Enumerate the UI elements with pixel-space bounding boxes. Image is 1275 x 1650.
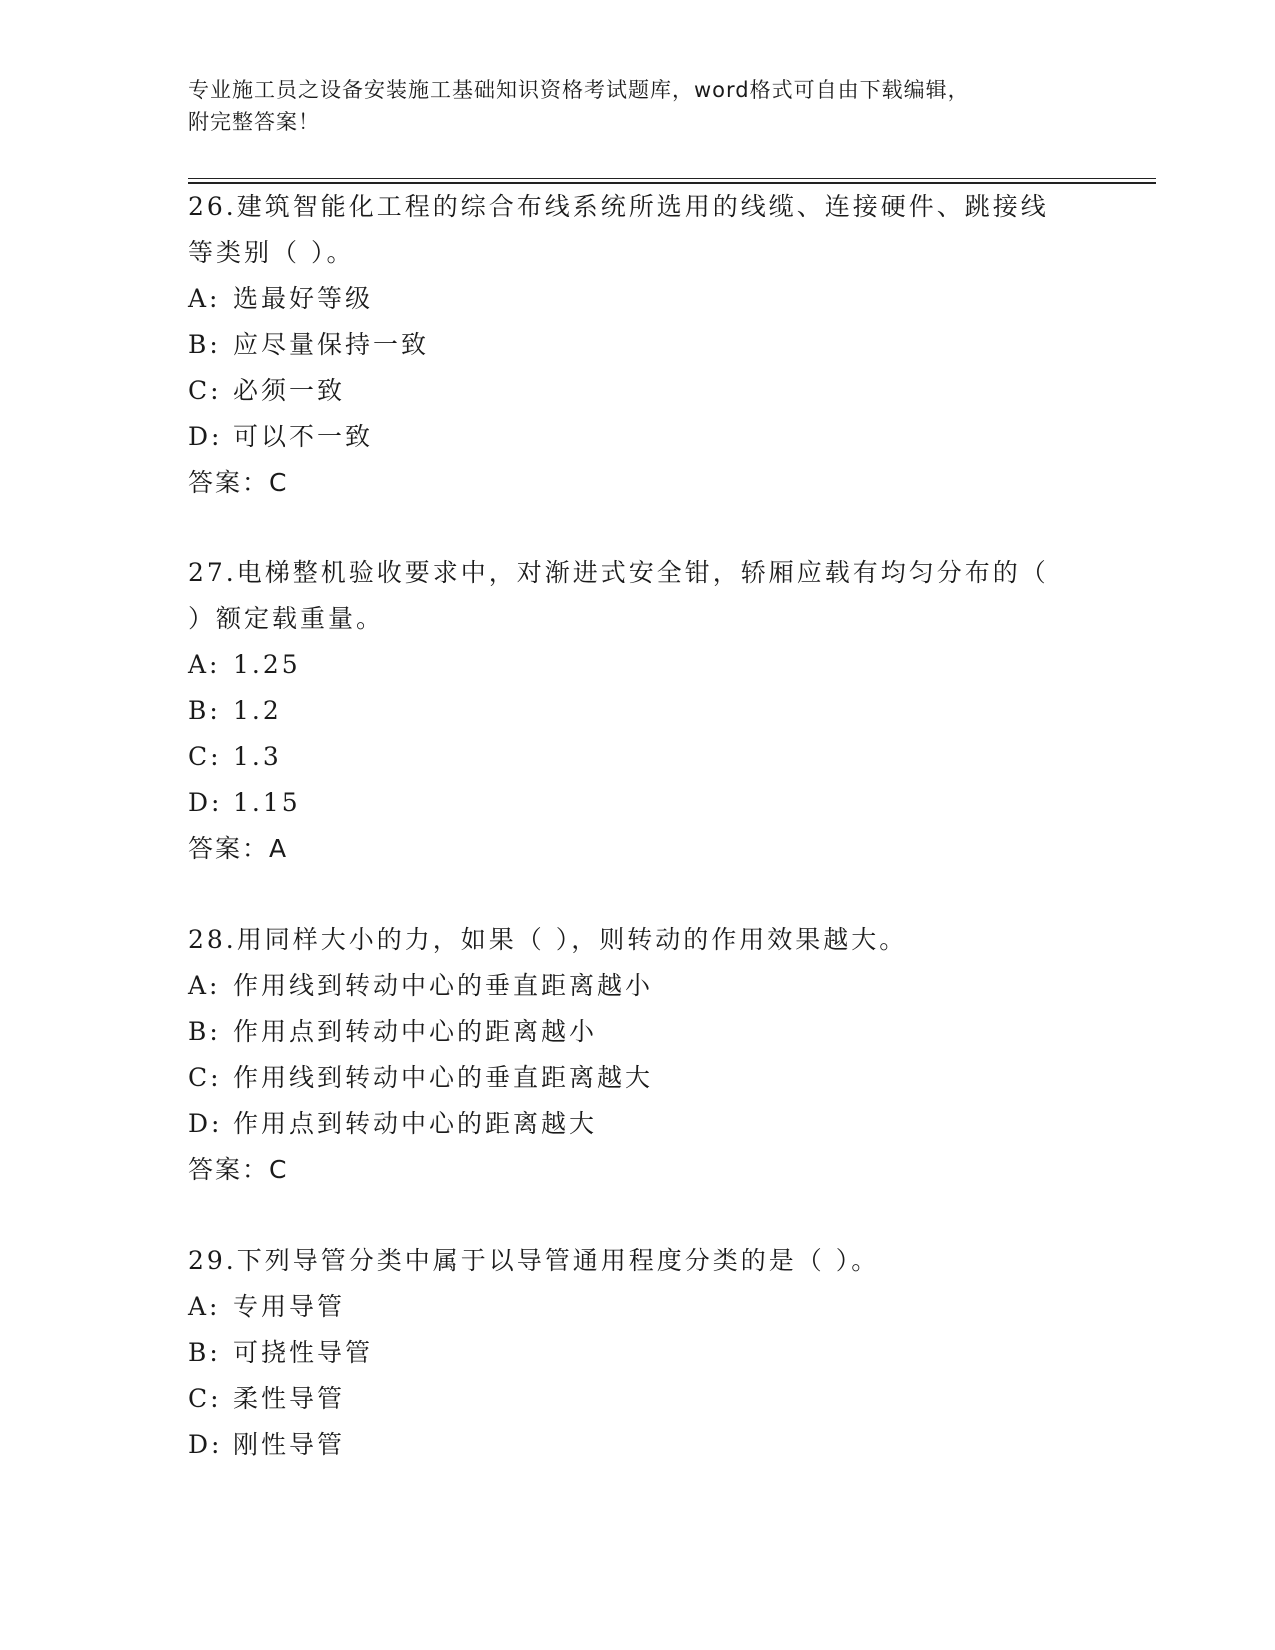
option-key: B: bbox=[188, 1338, 221, 1367]
option-key: C: bbox=[188, 1063, 222, 1092]
option-text: 作用点到转动中心的距离越大 bbox=[233, 1109, 598, 1138]
option-text: 1.3 bbox=[233, 742, 282, 771]
option-b bbox=[188, 1009, 1088, 1055]
option-d bbox=[188, 780, 1088, 826]
option-key: A: bbox=[188, 1292, 221, 1321]
stem-line-2: 等类别（ ）。 bbox=[188, 238, 355, 267]
stem-line-1: 28.用同样大小的力，如果（ ），则转动的作用效果越大。 bbox=[188, 925, 908, 954]
option-c bbox=[188, 368, 1088, 414]
answer: 答案：A bbox=[188, 834, 289, 863]
option-d bbox=[188, 414, 1088, 460]
option-text: 应尽量保持一致 bbox=[233, 330, 430, 359]
option-text: 刚性导管 bbox=[233, 1430, 346, 1459]
header-line-1: 专业施工员之设备安装施工基础知识资格考试题库，word格式可自由下载编辑， bbox=[188, 78, 970, 102]
option-key: A: bbox=[188, 971, 221, 1000]
option-a bbox=[188, 276, 1088, 322]
stem-line-1: 29.下列导管分类中属于以导管通用程度分类的是（ ）。 bbox=[188, 1246, 880, 1275]
option-text: 作用点到转动中心的距离越小 bbox=[233, 1017, 598, 1046]
question-27 bbox=[188, 554, 1088, 872]
option-a bbox=[188, 1284, 1088, 1330]
option-key: B: bbox=[188, 330, 221, 359]
question-stem bbox=[188, 917, 1088, 963]
option-key: B: bbox=[188, 1017, 221, 1046]
option-a bbox=[188, 642, 1088, 688]
option-key: D: bbox=[188, 422, 223, 451]
option-key: C: bbox=[188, 1384, 222, 1413]
header-line-2: 附完整答案！ bbox=[188, 110, 320, 134]
option-d bbox=[188, 1422, 1088, 1468]
option-key: D: bbox=[188, 1109, 223, 1138]
question-stem bbox=[188, 1238, 1088, 1284]
option-key: D: bbox=[188, 788, 223, 817]
option-text: 可以不一致 bbox=[233, 422, 374, 451]
answer: 答案：C bbox=[188, 1155, 289, 1184]
option-key: A: bbox=[188, 650, 221, 679]
option-key: C: bbox=[188, 376, 222, 405]
option-text: 作用线到转动中心的垂直距离越小 bbox=[233, 971, 654, 1000]
question-26 bbox=[188, 188, 1088, 506]
option-c bbox=[188, 734, 1088, 780]
document-header bbox=[188, 74, 1088, 138]
option-text: 可挠性导管 bbox=[233, 1338, 374, 1367]
option-key: A: bbox=[188, 284, 221, 313]
option-text: 1.15 bbox=[233, 788, 301, 817]
option-text: 1.2 bbox=[233, 696, 282, 725]
question-29 bbox=[188, 1242, 1088, 1468]
option-text: 柔性导管 bbox=[233, 1384, 346, 1413]
option-a bbox=[188, 963, 1088, 1009]
stem-line-1: 26.建筑智能化工程的综合布线系统所选用的线缆、连接硬件、跳接线 bbox=[188, 192, 1049, 221]
option-b bbox=[188, 1330, 1088, 1376]
option-text: 选最好等级 bbox=[233, 284, 374, 313]
stem-line-2: ）额定载重量。 bbox=[188, 604, 385, 633]
option-text: 必须一致 bbox=[233, 376, 346, 405]
header-divider-thin bbox=[188, 178, 1156, 179]
question-stem bbox=[188, 184, 1088, 276]
option-key: C: bbox=[188, 742, 222, 771]
option-key: D: bbox=[188, 1430, 223, 1459]
stem-line-1: 27.电梯整机验收要求中，对渐进式安全钳，轿厢应载有均匀分布的（ bbox=[188, 558, 1049, 587]
option-b bbox=[188, 322, 1088, 368]
option-text: 作用线到转动中心的垂直距离越大 bbox=[233, 1063, 654, 1092]
option-c bbox=[188, 1055, 1088, 1101]
question-28 bbox=[188, 921, 1088, 1193]
option-text: 1.25 bbox=[233, 650, 301, 679]
answer: 答案：C bbox=[188, 468, 289, 497]
option-d bbox=[188, 1101, 1088, 1147]
option-c bbox=[188, 1376, 1088, 1422]
option-b bbox=[188, 688, 1088, 734]
option-key: B: bbox=[188, 696, 221, 725]
question-stem bbox=[188, 550, 1088, 642]
option-text: 专用导管 bbox=[233, 1292, 346, 1321]
